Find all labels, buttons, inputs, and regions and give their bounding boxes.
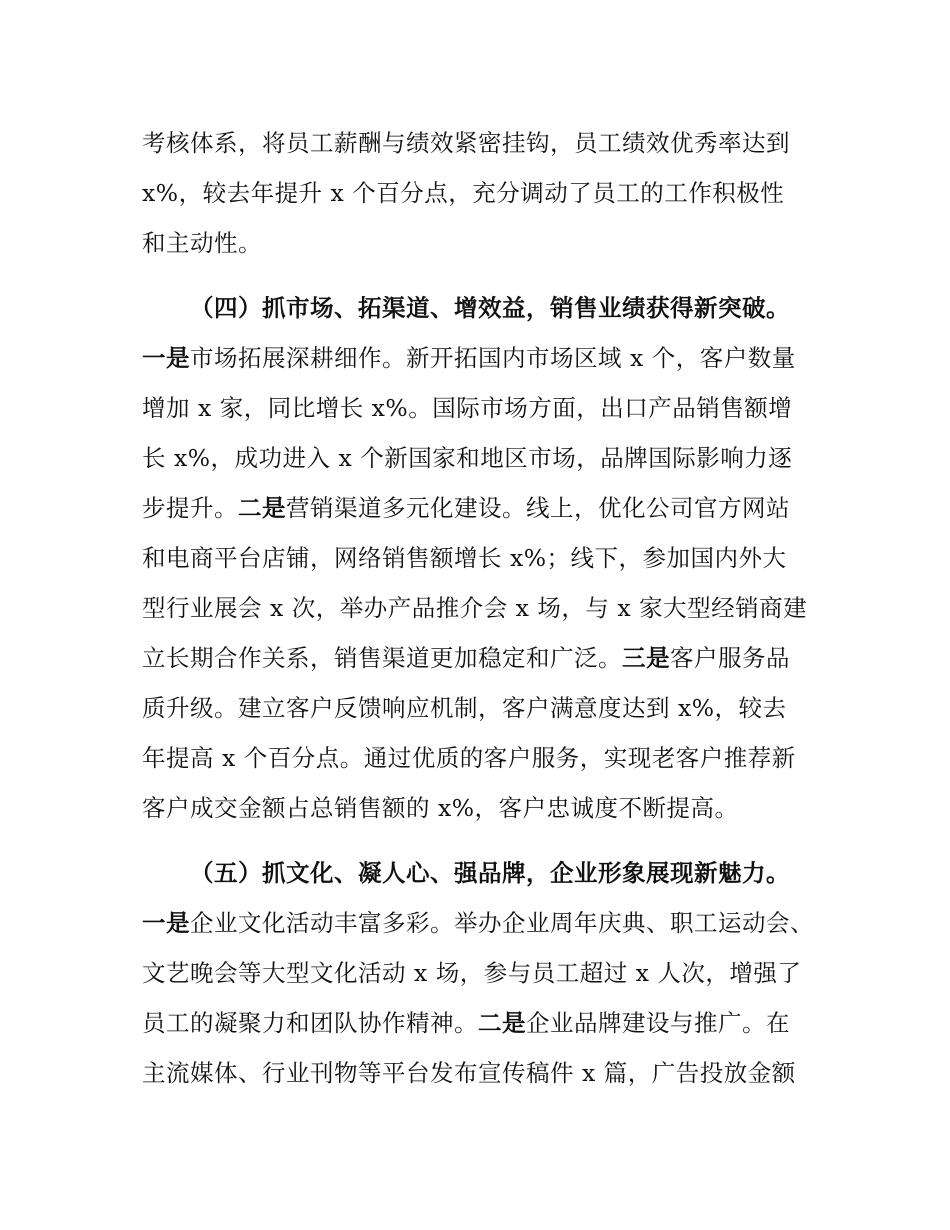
line-text: 企业品牌建设与推广。在 (526, 1009, 790, 1037)
text-line: x%，较去年提升 x 个百分点，充分调动了员工的工作积极性 (142, 179, 785, 207)
line-text: 客户服务品 (670, 644, 790, 672)
line-text: 立长期合作关系，销售渠道更加稳定和广泛。 (142, 644, 622, 672)
text-line (142, 343, 796, 373)
text-line: 和主动性。 (142, 229, 262, 257)
lead-marker: 一是 (142, 909, 190, 937)
text-line (142, 908, 814, 938)
text-line: 年提高 x 个百分点。通过优质的客户服务，实现老客户推荐新 (142, 744, 796, 772)
line-text: 企业文化活动丰富多彩。举办企业周年庆典、职工运动会、 (190, 909, 814, 937)
text-line (142, 1008, 790, 1038)
text-line (142, 493, 790, 523)
lead-marker: 二是 (238, 494, 286, 522)
text-line: 质升级。建立客户反馈响应机制，客户满意度达到 x%，较去 (142, 694, 787, 722)
line-text: 营销渠道多元化建设。线上，优化公司官方网站 (286, 494, 790, 522)
line-text: 步提升。 (142, 494, 238, 522)
line-text: 市场拓展深耕细作。新开拓国内市场区域 x 个，客户数量 (190, 344, 796, 372)
text-line: 增加 x 家，同比增长 x%。国际市场方面，出口产品销售额增 (142, 394, 793, 422)
text-line: 考核体系，将员工薪酬与绩效紧密挂钩，员工绩效优秀率达到 (142, 129, 790, 157)
line-text: 员工的凝聚力和团队协作精神。 (142, 1009, 478, 1037)
text-line: 和电商平台店铺，网络销售额增长 x%；线下，参加国内外大 (142, 544, 787, 572)
lead-marker: 三是 (622, 644, 670, 672)
text-line: 型行业展会 x 次，举办产品推介会 x 场，与 x 家大型经销商建 (142, 594, 808, 622)
section-heading-5: （五）抓文化、凝人心、强品牌，企业形象展现新魅力。 (190, 859, 790, 887)
text-line (142, 643, 790, 673)
lead-marker: 一是 (142, 344, 190, 372)
section-heading-4: （四）抓市场、拓渠道、增效益，销售业绩获得新突破。 (190, 294, 790, 322)
text-line: 长 x%，成功进入 x 个新国家和地区市场，品牌国际影响力逐 (142, 444, 793, 472)
text-line: 文艺晚会等大型文化活动 x 场，参与员工超过 x 人次，增强了 (142, 959, 802, 987)
text-line: 客户成交金额占总销售额的 x%，客户忠诚度不断提高。 (142, 794, 739, 822)
lead-marker: 二是 (478, 1009, 526, 1037)
text-line: 主流媒体、行业刊物等平台发布宣传稿件 x 篇，广告投放金额 (142, 1059, 796, 1087)
